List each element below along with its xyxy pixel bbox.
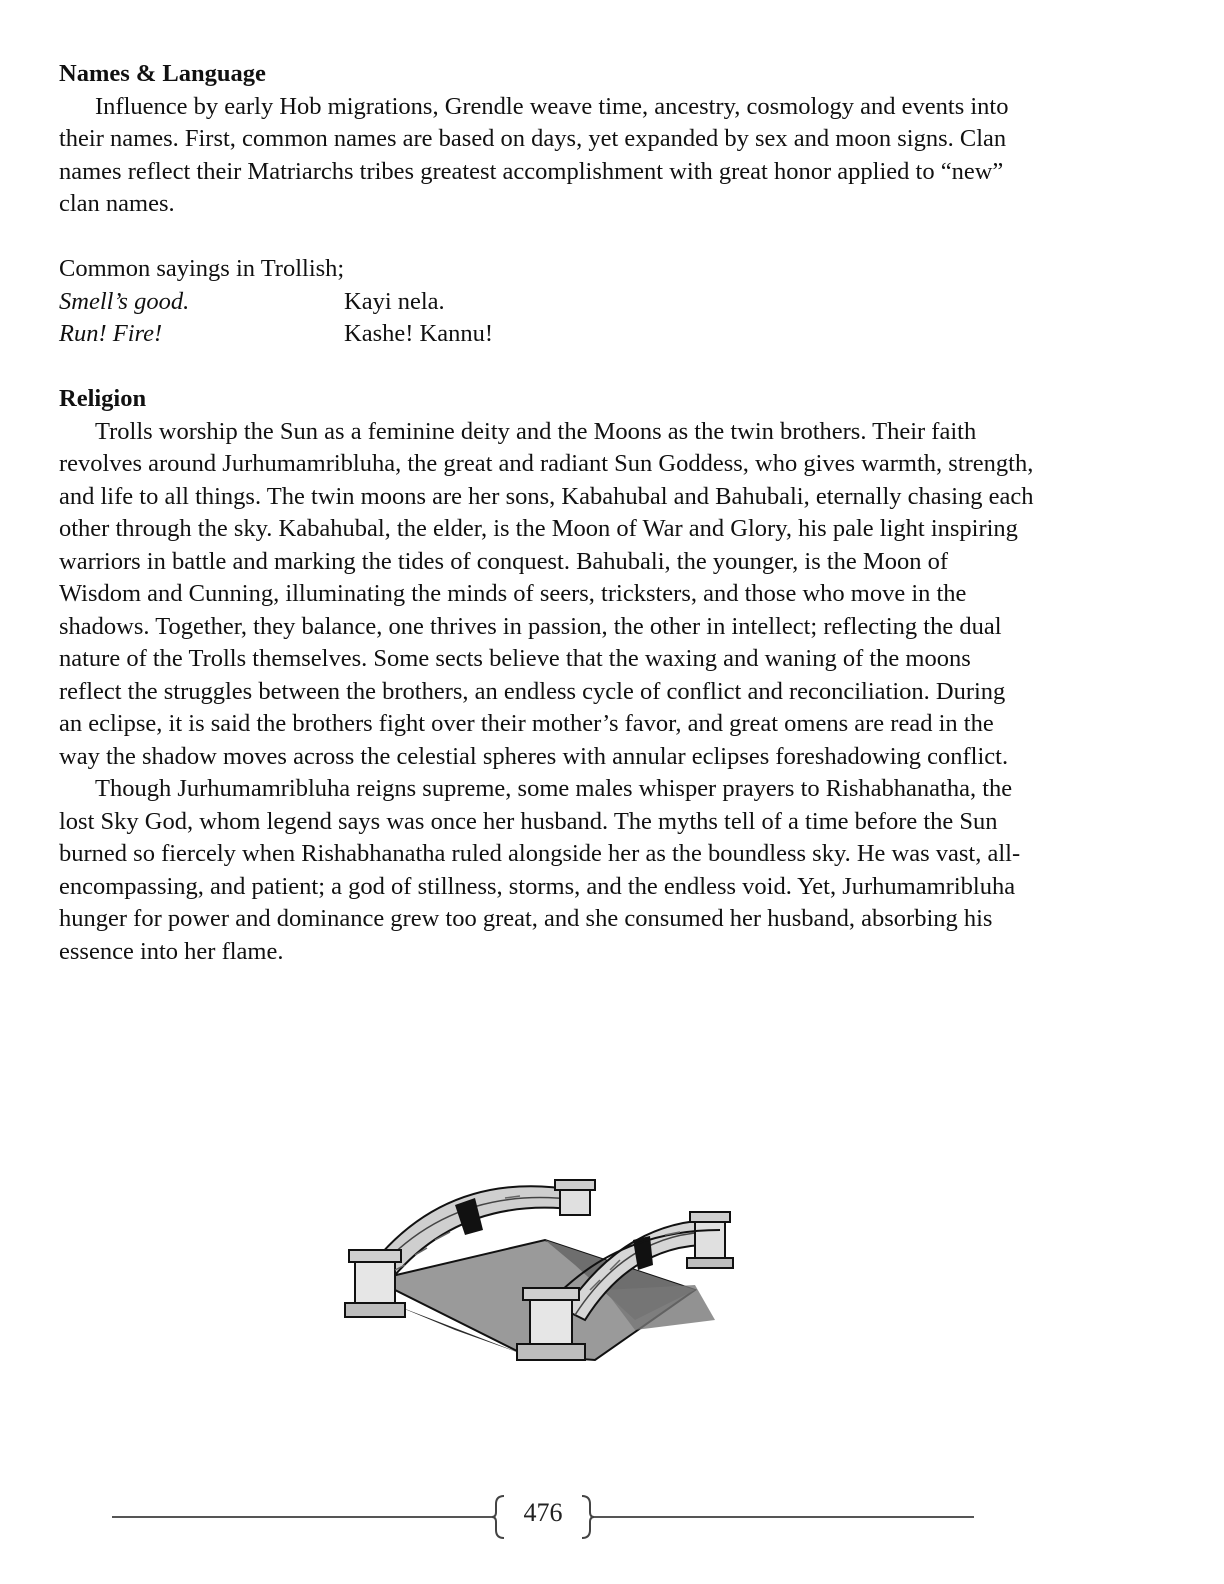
page-number: 476: [523, 1498, 563, 1527]
religion-paragraph: Trolls worship the Sun as a feminine deity and the Moons as the twin brothers. Their faith revolves around Jurhumamribluha, the great and radiant Sun Goddess, who gives warmth, strength, and life to all things. The twin moons are her sons, Kabahubal and Bahubali, eternally chasing each other through the sky. Kabahubal, the elder, is the Moon of War and Glory, his pale light inspiring warriors in battle and marking the tides of conquest. Bahubali, the younger, is the Moon of Wisdom and Cunning, illuminating the minds of seers, tricksters, and those who move in the shadows. Together, they balance, one thrives in passion, the other in intellect; reflecting the dual nature of the Trolls themselves. Some sects believe that the waxing and waning of the moons reflect the struggles between the brothers, an endless cycle of conflict and reconciliation. During an eclipse, it is said the brothers fight over their mother’s favor, and great omens are read in the way the shadow moves across the celestial spheres with annular eclipses foreshadowing conflict.: [59, 417, 1034, 770]
saying-english: Run! Fire!: [59, 320, 163, 347]
spacer: [59, 221, 1034, 254]
saying-row: [59, 318, 1034, 351]
page-footer: [112, 1494, 974, 1540]
saying-english: Smell’s good.: [59, 287, 190, 315]
saying-trollish: Kayi nela.: [344, 287, 445, 315]
footer-rule-left: [112, 1516, 492, 1518]
religion-heading: Religion: [59, 385, 147, 412]
names-language-heading: Names & Language: [59, 60, 266, 87]
religion-paragraph: Though Jurhumamribluha reigns supreme, some males whisper prayers to Rishabhanatha, the lost Sky God, whom legend says was once her husband. The myths tell of a time before the Sun burned so fiercely when Rishabhanatha ruled alongside her as the boundless sky. He was vast, all-encompassing, and patient; a god of stillness, storms, and the endless void. Yet, Jurhumamribluha hunger for power and dominance grew too great, and she consumed her husband, absorbing his essence into her flame.: [59, 775, 1021, 965]
page-body: [59, 58, 1034, 968]
saying-row: [59, 286, 1034, 319]
saying-trollish: Kashe! Kannu!: [344, 320, 493, 347]
spacer: [59, 351, 1034, 384]
right-brace-icon: [580, 1494, 594, 1540]
sayings-intro: Common sayings in Trollish;: [59, 255, 345, 282]
stone-bridge-illustration: [335, 1170, 745, 1380]
names-language-paragraph: Influence by early Hob migrations, Grendle weave time, ancestry, cosmology and events into their names. First, common names are based on days, yet expanded by sex and moon signs. Clan names reflect their Matriarchs tribes greatest accomplishment with great honor applied to “new” clan names.: [59, 92, 1009, 217]
footer-rule-right: [594, 1516, 974, 1518]
